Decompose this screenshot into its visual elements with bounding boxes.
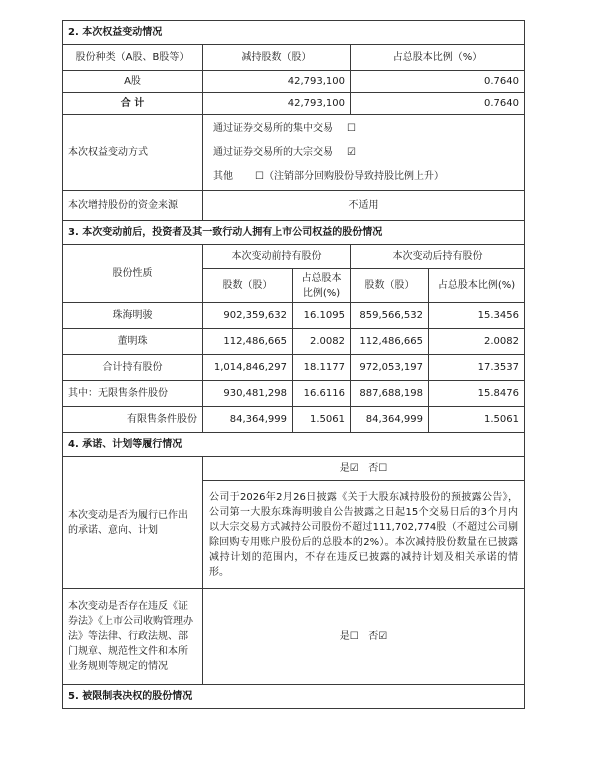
- table-row: [63, 329, 525, 355]
- section4-title: 4. 承诺、计划等履行情况: [63, 433, 525, 457]
- row-total-shares: 42,793,100: [203, 93, 351, 115]
- mode-option-centralized-label: 通过证券交易所的集中交易: [213, 122, 333, 134]
- row-after-ratio: 17.3537: [429, 355, 525, 381]
- row-before-ratio: 1.5061: [293, 407, 351, 433]
- section3-title: 3. 本次变动前后，投资者及其一致行动人拥有上市公司权益的股份情况: [63, 221, 525, 245]
- row-before-shares: 902,359,632: [203, 303, 293, 329]
- commitment-question-label: 本次变动是否为履行已作出的承诺、意向、计划: [63, 457, 203, 589]
- row-total-type: 合 计: [63, 93, 203, 115]
- table-row: [63, 355, 525, 381]
- row-before-ratio: 16.6116: [293, 381, 351, 407]
- answer-no-checked: 否☑: [368, 630, 388, 642]
- row-after-ratio: 2.0082: [429, 329, 525, 355]
- table-row: [63, 381, 525, 407]
- header-ratio: 占总股本比例（%）: [351, 45, 525, 71]
- mode-option-block: [203, 141, 524, 165]
- mode-option-centralized: [203, 117, 524, 141]
- mode-option-block-label: 通过证券交易所的大宗交易: [213, 146, 333, 158]
- mode-option-other-note: （注销部分回购股份导致持股比例上升）: [263, 170, 444, 182]
- row-after-shares: 112,486,665: [351, 329, 429, 355]
- row-after-shares: 972,053,197: [351, 355, 429, 381]
- row-name: 珠海明骏: [63, 303, 203, 329]
- mode-options: [203, 115, 525, 191]
- row-after-ratio: 15.3456: [429, 303, 525, 329]
- table-row: [63, 407, 525, 433]
- row-before-ratio: 18.1177: [293, 355, 351, 381]
- header-reduced-shares: 减持股数（股）: [203, 45, 351, 71]
- table-row: [63, 303, 525, 329]
- row-total-ratio: 0.7640: [351, 93, 525, 115]
- answer-yes-checked: 是☑: [339, 462, 359, 474]
- row-after-shares: 887,688,198: [351, 381, 429, 407]
- row-before-shares: 112,486,665: [203, 329, 293, 355]
- row-a-shares: 42,793,100: [203, 71, 351, 93]
- row-after-shares: 84,364,999: [351, 407, 429, 433]
- mode-label: 本次权益变动方式: [63, 115, 203, 191]
- fund-source-value: 不适用: [203, 191, 525, 221]
- violation-question-label: 本次变动是否存在违反《证券法》《上市公司收购管理办法》等法律、行政法规、部门规章、规范性文件和本所业务规则等规定的情况: [63, 589, 203, 685]
- row-after-shares: 859,566,532: [351, 303, 429, 329]
- header-after-shares: 股数（股）: [351, 269, 429, 303]
- row-before-ratio: 2.0082: [293, 329, 351, 355]
- header-before-change: 本次变动前持有股份: [203, 245, 351, 269]
- violation-answer: [203, 589, 525, 685]
- equity-change-table: [62, 20, 525, 709]
- section5-title: 5. 被限制表决权的股份情况: [63, 685, 525, 709]
- row-after-ratio: 1.5061: [429, 407, 525, 433]
- row-before-shares: 1,014,846,297: [203, 355, 293, 381]
- commitment-answer: [203, 457, 525, 481]
- mode-option-other-label: 其他: [213, 170, 233, 182]
- row-name: 合计持有股份: [63, 355, 203, 381]
- header-share-nature: 股份性质: [63, 245, 203, 303]
- header-before-ratio: 占总股本比例(%): [293, 269, 351, 303]
- row-a-ratio: 0.7640: [351, 71, 525, 93]
- header-after-ratio: 占总股本比例(%): [429, 269, 525, 303]
- header-share-type: 股份种类（A股、B股等）: [63, 45, 203, 71]
- row-name: 董明珠: [63, 329, 203, 355]
- answer-no-unchecked: 否☐: [368, 462, 388, 474]
- row-before-ratio: 16.1095: [293, 303, 351, 329]
- checkbox-unchecked-icon: ☐: [347, 122, 356, 134]
- header-after-change: 本次变动后持有股份: [351, 245, 525, 269]
- row-name: 有限售条件股份: [63, 407, 203, 433]
- checkbox-unchecked-icon: ☐: [255, 170, 264, 182]
- mode-option-other: [203, 165, 524, 189]
- row-before-shares: 84,364,999: [203, 407, 293, 433]
- row-before-shares: 930,481,298: [203, 381, 293, 407]
- fund-source-label: 本次增持股份的资金来源: [63, 191, 203, 221]
- row-name: 其中：无限售条件股份: [63, 381, 203, 407]
- row-after-ratio: 15.8476: [429, 381, 525, 407]
- section2-title: 2. 本次权益变动情况: [63, 21, 525, 45]
- row-a-type: A股: [63, 71, 203, 93]
- answer-yes-unchecked: 是☐: [339, 630, 359, 642]
- checkbox-checked-icon: ☑: [347, 146, 356, 158]
- header-before-shares: 股数（股）: [203, 269, 293, 303]
- commitment-description: 公司于2026年2月26日披露《关于大股东减持股份的预披露公告》，公司第一大股东珠海明骏自公告披露之日起15个交易日后的3个月内以大宗交易方式减持公司股份不超过111,702,774股（不超过公司剔除回购专用账户股份后的总股本的2%）。本次减持股份数量在已披露减持计划的范围内，不存在违反已披露的减持计划及相关承诺的情形。: [203, 481, 525, 589]
